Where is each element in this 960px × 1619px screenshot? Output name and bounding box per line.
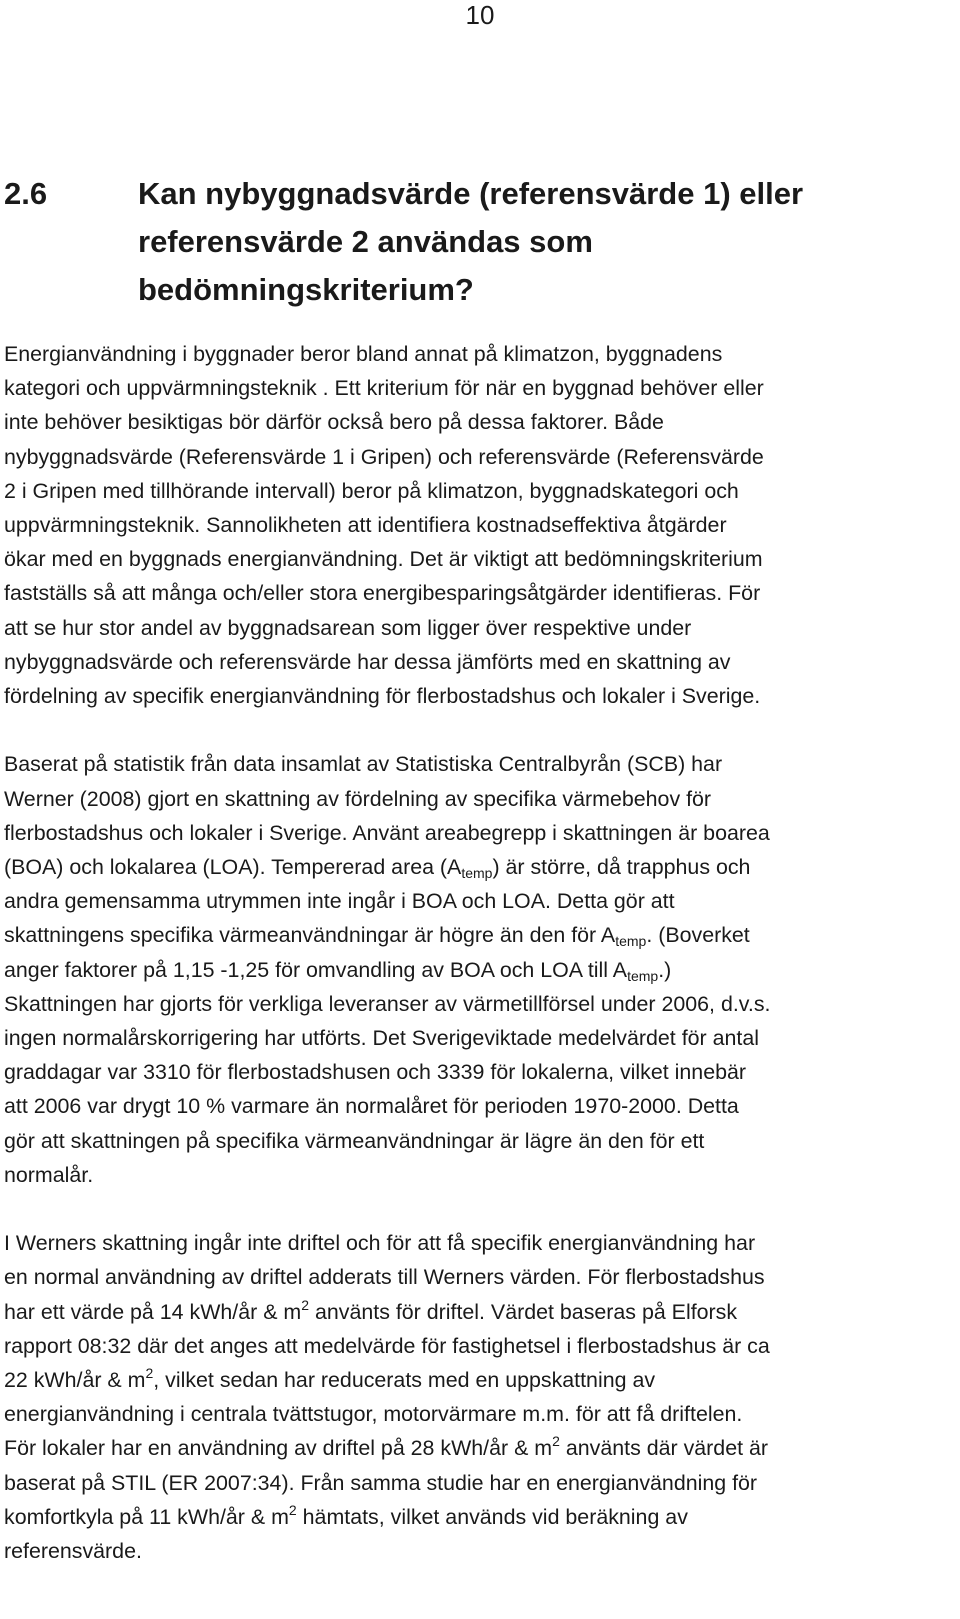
subscript: temp — [627, 967, 659, 984]
line-text: 22 kWh/år & m — [4, 1368, 146, 1393]
paragraph-line: energianvändning i centrala tvättstugor, motorvärmare m.m. för att få driftelen. — [4, 1402, 743, 1427]
paragraph-line: att se hur stor andel av byggnadsarean som ligger över respektive under — [4, 615, 692, 640]
paragraph-line — [4, 1500, 934, 1534]
section-title-line: referensvärde 2 användas som — [138, 224, 593, 259]
page-number: 10 — [465, 0, 495, 30]
paragraph-line: fördelning av specifik energianvändning för flerbostadshus och lokaler i Sverige. — [4, 684, 761, 709]
superscript: 2 — [145, 1365, 154, 1382]
line-text: , vilket sedan har reducerats med en uppskattning av — [153, 1368, 656, 1393]
paragraph-line — [4, 1363, 934, 1397]
paragraph-line: Skattningen har gjorts för verkliga leveranser av värmetillförsel under 2006, d.v.s. — [4, 991, 771, 1016]
paragraph-line: normalår. — [4, 1162, 94, 1187]
paragraph-line: att 2006 var drygt 10 % varmare än normalåret för perioden 1970-2000. Detta — [4, 1094, 739, 1119]
line-text: hämtats, vilket används vid beräkning av — [296, 1504, 688, 1529]
paragraph-line: 2 i Gripen med tillhörande intervall) beror på klimatzon, byggnadskategori och — [4, 478, 739, 503]
paragraph-line: ingen normalårskorrigering har utförts. Det Sverigeviktade medelvärdet för antal — [4, 1026, 759, 1051]
subscript: temp — [461, 865, 493, 882]
line-text: (BOA) och lokalarea (LOA). Tempererad area (A — [4, 855, 462, 880]
paragraph-line: Werner (2008) gjort en skattning av fördelning av specifika värmebehov för — [4, 786, 712, 811]
paragraph — [4, 1226, 934, 1568]
line-text: skattningens specifika värmeanvändningar är högre än den för A — [4, 923, 616, 948]
superscript: 2 — [552, 1433, 560, 1450]
paragraph-line — [4, 953, 934, 987]
paragraph-line: rapport 08:32 där det anges att medelvärde för fastighetsel i flerbostadshus är ca — [4, 1333, 770, 1358]
paragraph-line: graddagar var 3310 för flerbostadshusen och 3339 för lokalerna, vilket innebär — [4, 1060, 747, 1085]
paragraph-line: en normal användning av driftel adderats till Werners värden. För flerbostadshus — [4, 1265, 765, 1290]
subscript: temp — [615, 933, 647, 950]
paragraph-line — [4, 850, 934, 884]
paragraph — [4, 337, 934, 713]
paragraph-line: referensvärde. — [4, 1539, 142, 1564]
section-title — [138, 170, 858, 314]
paragraph-line: andra gemensamma utrymmen inte ingår i BOA och LOA. Detta gör att — [4, 889, 675, 914]
superscript: 2 — [301, 1296, 310, 1313]
paragraph-line — [4, 1431, 934, 1465]
section-heading — [4, 170, 944, 314]
line-text: använts för driftel. Värdet baseras på Elforsk — [309, 1299, 738, 1324]
section-title-line: Kan nybyggnadsvärde (referensvärde 1) eller — [138, 176, 804, 211]
line-text: anger faktorer på 1,15 -1,25 för omvandling av BOA och LOA till A — [4, 957, 628, 982]
line-text: För lokaler har en användning av driftel på 28 kWh/år & m — [4, 1436, 553, 1461]
paragraph-line: Baserat på statistik från data insamlat av Statistiska Centralbyrån (SCB) har — [4, 752, 723, 777]
paragraph-line: Energianvändning i byggnader beror bland annat på klimatzon, byggnadens — [4, 342, 723, 366]
line-text: ) är större, då trapphus och — [492, 855, 751, 880]
paragraph-line: nybyggnadsvärde (Referensvärde 1 i Gripen) och referensvärde (Referensvärde — [4, 444, 764, 469]
line-text: . (Boverket — [646, 923, 750, 948]
paragraph-line: fastställs så att många och/eller stora energibesparingsåtgärder identifieras. För — [4, 581, 761, 606]
paragraph-line — [4, 1295, 934, 1329]
paragraph-line: uppvärmningsteknik. Sannolikheten att identifiera kostnadseffektiva åtgärder — [4, 513, 727, 538]
line-text: komfortkyla på 11 kWh/år & m — [4, 1504, 289, 1529]
line-text: använts där värdet är — [559, 1436, 769, 1461]
superscript: 2 — [288, 1501, 297, 1518]
paragraph-line: flerbostadshus och lokaler i Sverige. Använt areabegrepp i skattningen är boarea — [4, 820, 770, 845]
section-number: 2.6 — [4, 176, 48, 211]
paragraph-line: inte behöver besiktigas bör därför också bero på dessa faktorer. Både — [4, 410, 664, 435]
paragraph-line: I Werners skattning ingår inte driftel och för att få specifik energianvändning har — [4, 1231, 756, 1256]
body-text — [4, 337, 934, 1568]
paragraph-line: kategori och uppvärmningsteknik . Ett kriterium för när en byggnad behöver eller — [4, 376, 764, 401]
line-text: har ett värde på 14 kWh/år & m — [4, 1299, 302, 1324]
line-text: .) — [658, 957, 672, 982]
paragraph-line: nybyggnadsvärde och referensvärde har dessa jämförts med en skattning av — [4, 649, 731, 674]
paragraph-line: gör att skattningen på specifika värmeanvändningar är lägre än den för ett — [4, 1128, 705, 1153]
paragraph-line: ökar med en byggnads energianvändning. Det är viktigt att bedömningskriterium — [4, 547, 763, 572]
section-title-line: bedömningskriterium? — [138, 272, 474, 307]
paragraph — [4, 747, 934, 1192]
paragraph-line: baserat på STIL (ER 2007:34). Från samma studie har en energianvändning för — [4, 1470, 758, 1495]
paragraph-line — [4, 918, 934, 952]
